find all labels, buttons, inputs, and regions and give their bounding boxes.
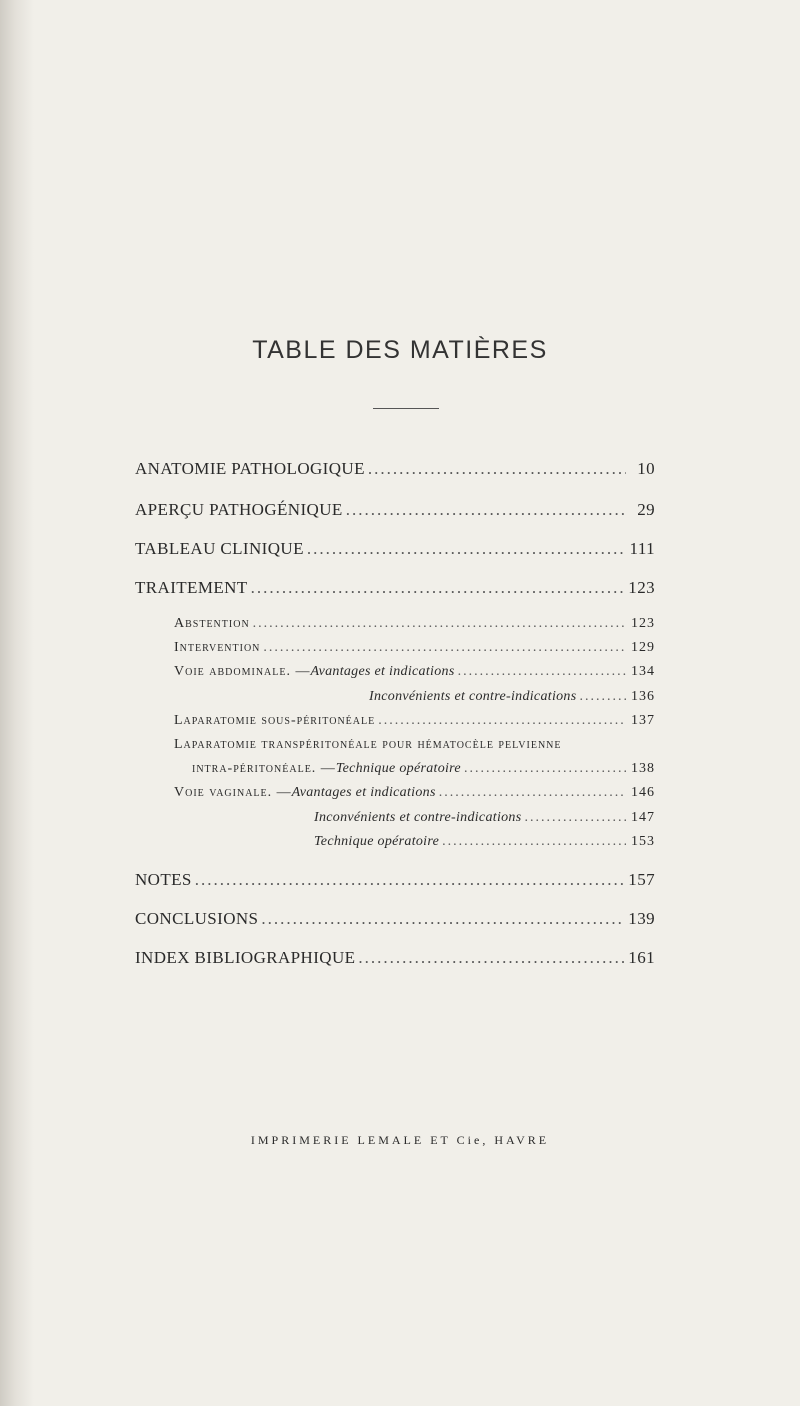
toc-entry-voie-vaginale[interactable]	[174, 785, 655, 801]
toc-label: Avantages et indications	[291, 785, 436, 800]
dot-leader	[263, 640, 626, 656]
dot-leader	[346, 500, 626, 520]
toc-entry-notes[interactable]	[135, 870, 655, 890]
toc-label: TABLEAU CLINIQUE	[135, 539, 304, 558]
dot-leader	[195, 870, 626, 890]
toc-entry-tableau[interactable]	[135, 539, 655, 559]
dot-leader	[261, 909, 625, 929]
toc-entry-apercu[interactable]	[135, 500, 655, 520]
toc-entry-voie-abdominale[interactable]	[174, 664, 655, 680]
printer-imprint: IMPRIMERIE LEMALE ET Cie, HAVRE	[250, 1133, 550, 1147]
dot-leader	[307, 539, 626, 559]
toc-label: Inconvénients et contre-indications	[314, 810, 522, 825]
toc-page-number: 138	[631, 761, 655, 776]
toc-entry-laparatomie-trans-line2[interactable]	[192, 761, 655, 777]
toc-label: APERÇU PATHOGÉNIQUE	[135, 500, 343, 519]
dot-leader	[464, 761, 626, 777]
dot-leader	[251, 578, 626, 598]
toc-page-number: 139	[628, 909, 655, 928]
toc-label: NOTES	[135, 870, 192, 889]
toc-label: ANATOMIE PATHOLOGIQUE	[135, 459, 365, 478]
toc-page-number: 137	[631, 713, 655, 728]
dot-leader	[358, 948, 625, 968]
toc-entry-intervention[interactable]	[174, 640, 655, 656]
toc-label: Technique opératoire	[314, 834, 440, 849]
toc-label: Inconvénients et contre-indications	[369, 689, 577, 704]
toc-prefix: intra-péritonéale. —	[192, 761, 336, 776]
toc-page-number: 10	[637, 459, 655, 478]
dot-leader	[378, 713, 626, 729]
toc-label: CONCLUSIONS	[135, 909, 259, 928]
toc-page-number: 147	[631, 810, 655, 825]
dot-leader	[368, 459, 626, 479]
toc-entry-index[interactable]	[135, 948, 655, 968]
toc-label: INDEX BIBLIOGRAPHIQUE	[135, 948, 356, 967]
toc-prefix: Voie vaginale. —	[174, 785, 292, 800]
toc-label: TRAITEMENT	[135, 578, 248, 597]
toc-label: Abstention	[174, 616, 250, 631]
toc-label: Laparatomie sous-péritonéale	[174, 713, 376, 728]
toc-page-number: 161	[628, 948, 655, 967]
dot-leader	[253, 616, 626, 632]
toc-page-number: 123	[628, 578, 655, 597]
toc-page-number: 136	[631, 689, 655, 704]
dot-leader	[524, 810, 626, 826]
toc-entry-traitement[interactable]	[135, 578, 655, 598]
dot-leader	[442, 834, 626, 850]
toc-page-number: 134	[631, 664, 655, 679]
toc-entry-inconvenients-1[interactable]	[369, 689, 655, 705]
page-title: TABLE DES MATIÈRES	[252, 336, 548, 364]
toc-label: Technique opératoire	[335, 761, 461, 776]
toc-entry-anatomie[interactable]	[135, 459, 655, 479]
toc-page-number: 111	[629, 539, 655, 558]
toc-prefix: Voie abdominale. —	[174, 664, 311, 679]
toc-entry-laparatomie-sous[interactable]	[174, 713, 655, 729]
dot-leader	[439, 785, 626, 801]
toc-page-number: 123	[631, 616, 655, 631]
toc-page-number: 29	[637, 500, 655, 519]
dot-leader	[579, 689, 626, 705]
toc-entry-inconvenients-2[interactable]	[314, 810, 655, 826]
dot-leader	[458, 664, 626, 680]
toc-label: Intervention	[174, 640, 261, 655]
toc-page-number: 157	[628, 870, 655, 889]
toc-entry-abstention[interactable]	[174, 616, 655, 632]
toc-page-number: 129	[631, 640, 655, 655]
toc-page-number: 153	[631, 834, 655, 849]
toc-entry-conclusions[interactable]	[135, 909, 655, 929]
toc-page-number: 146	[631, 785, 655, 800]
toc-label: Avantages et indications	[310, 664, 455, 679]
toc-entry-technique-2[interactable]	[314, 834, 655, 850]
toc-entry-laparatomie-trans-line1[interactable]: Laparatomie transpéritonéale pour hématocèle pelvienne	[174, 737, 562, 752]
